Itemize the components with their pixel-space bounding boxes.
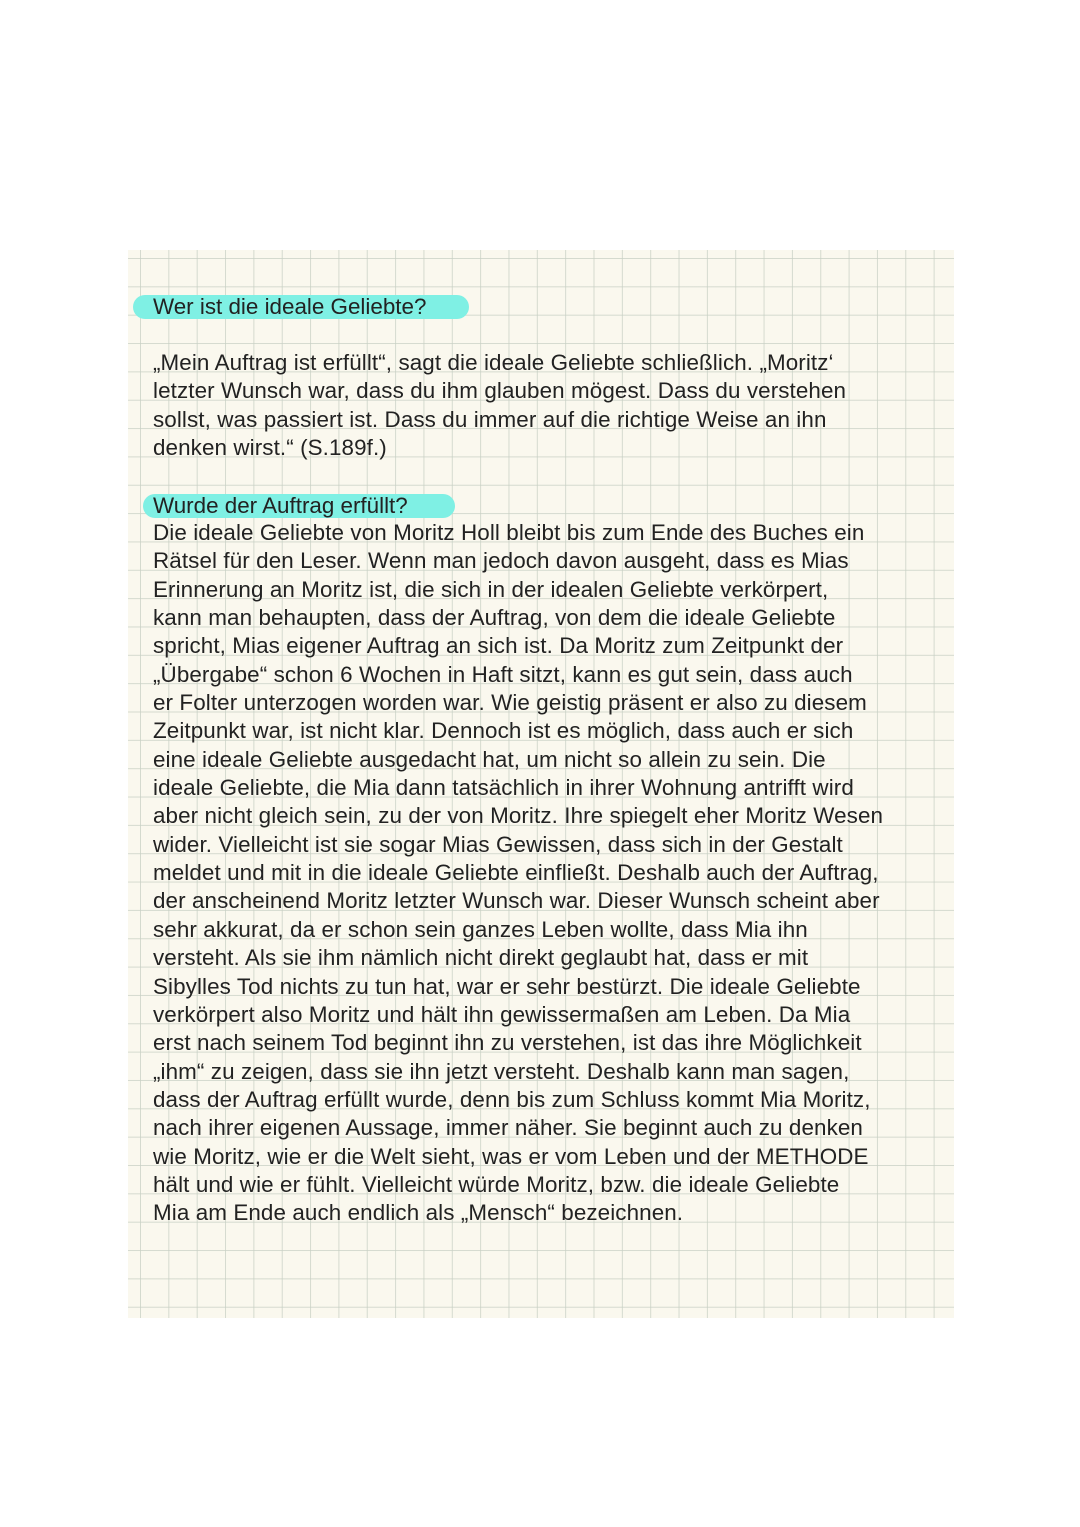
body-line: nach ihrer eigenen Aussage, immer näher. Sie beginnt auch zu denken: [153, 1115, 863, 1141]
body-line: Zeitpunkt war, ist nicht klar. Dennoch ist es möglich, dass auch er sich: [153, 718, 854, 744]
body-line: sehr akkurat, da er schon sein ganzes Leben wollte, dass Mia ihn: [153, 916, 808, 942]
body-line: ideale Geliebte, die Mia dann tatsächlich in ihrer Wohnung antrifft wird: [153, 775, 854, 801]
body-line: dass der Auftrag erfüllt wurde, denn bis zum Schluss kommt Mia Moritz,: [153, 1086, 871, 1112]
body-paragraph: [153, 519, 943, 1228]
body-line: eine ideale Geliebte ausgedacht hat, um nicht so allein zu sein. Die: [153, 746, 826, 772]
section-heading-task-fulfilled: Wurde der Auftrag erfüllt?: [153, 493, 408, 518]
body-line: versteht. Als sie ihm nämlich nicht direkt geglaubt hat, dass er mit: [153, 945, 809, 971]
body-line: Die ideale Geliebte von Moritz Holl bleibt bis zum Ende des Buches ein: [153, 520, 865, 545]
body-line: wie Moritz, wie er die Welt sieht, was er vom Leben und der METHODE: [153, 1143, 869, 1169]
body-line: hält und wie er fühlt. Vielleicht würde Moritz, bzw. die ideale Geliebte: [153, 1171, 840, 1197]
body-line: aber nicht gleich sein, zu der von Moritz. Ihre spiegelt eher Moritz Wesen: [153, 803, 884, 829]
body-line: spricht, Mias eigener Auftrag an sich ist. Da Moritz zum Zeitpunkt der: [153, 633, 844, 659]
body-line: verkörpert also Moritz und hält ihn gewissermaßen am Leben. Da Mia: [153, 1001, 851, 1027]
body-line: erst nach seinem Tod beginnt ihn zu verstehen, ist das ihre Möglichkeit: [153, 1030, 862, 1056]
body-line: wider. Vielleicht ist sie sogar Mias Gewissen, dass sich in der Gestalt: [153, 831, 843, 857]
quote-line: letzter Wunsch war, dass du ihm glauben mögest. Dass du verstehen: [153, 378, 847, 404]
body-line: der anscheinend Moritz letzter Wunsch war. Dieser Wunsch scheint aber: [153, 888, 880, 914]
body-line: meldet und mit in die ideale Geliebte einfließt. Deshalb auch der Auftrag,: [153, 860, 879, 886]
section-heading-ideal-lover: Wer ist die ideale Geliebte?: [153, 294, 427, 319]
body-line: Rätsel für den Leser. Wenn man jedoch davon ausgeht, dass es Mias: [153, 548, 849, 574]
quote-line: denken wirst.“ (S.189f.): [153, 435, 387, 461]
body-line: „ihm“ zu zeigen, dass sie ihn jetzt versteht. Deshalb kann man sagen,: [153, 1058, 850, 1084]
body-line: Mia am Ende auch endlich als „Mensch“ bezeichnen.: [153, 1200, 684, 1226]
quote-paragraph: [153, 349, 943, 462]
body-line: kann man behaupten, dass der Auftrag, von dem die ideale Geliebte: [153, 605, 836, 631]
body-line: „Übergabe“ schon 6 Wochen in Haft sitzt, kann es gut sein, dass auch: [153, 661, 853, 687]
quote-line: „Mein Auftrag ist erfüllt“, sagt die ideale Geliebte schließlich. „Moritz‘: [153, 350, 834, 375]
body-line: Sibylles Tod nichts zu tun hat, war er sehr bestürzt. Die ideale Geliebte: [153, 973, 861, 999]
body-line: Erinnerung an Moritz ist, die sich in der idealen Geliebte verkörpert,: [153, 576, 829, 602]
body-line: er Folter unterzogen worden war. Wie geistig präsent er also zu diesem: [153, 690, 867, 716]
quote-line: sollst, was passiert ist. Dass du immer auf die richtige Weise an ihn: [153, 406, 827, 432]
